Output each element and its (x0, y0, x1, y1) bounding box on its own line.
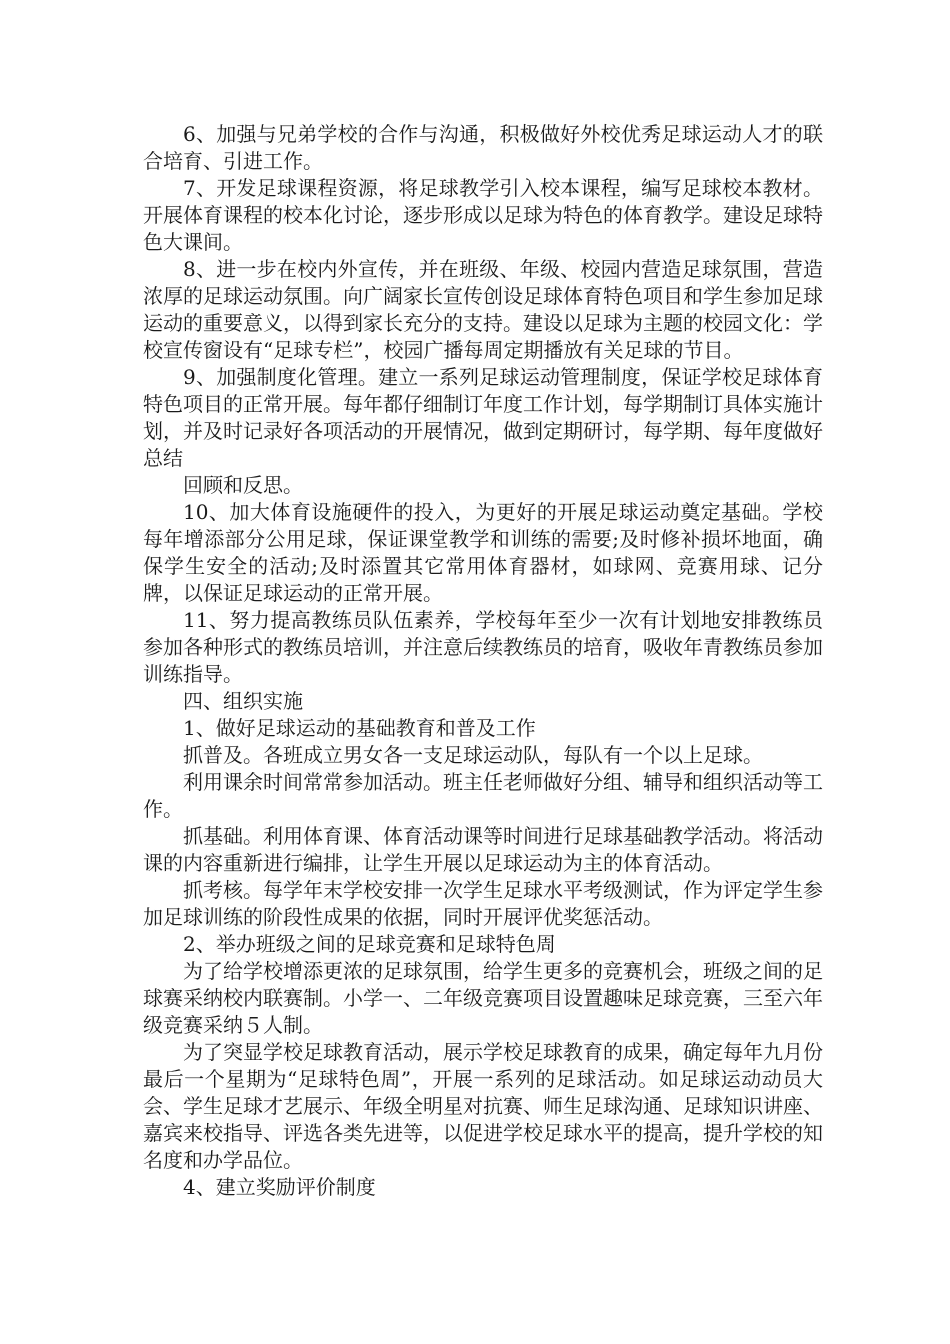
paragraph-item-6: 6、加强与兄弟学校的合作与沟通，积极做好外校优秀足球运动人才的联合培育、引进工作。 (143, 122, 823, 173)
subheading-basic-education: 1、做好足球运动的基础教育和普及工作 (183, 716, 536, 740)
paragraph-league: 为了给学校增添更浓的足球氛围，给学生更多的竞赛机会，班级之间的足球赛采纳校内联赛制。小学一、二年级竞赛项目设置趣味足球竞赛，三至六年级竞赛采纳５人制。 (143, 959, 823, 1037)
paragraph-spare-time: 利用课余时间常常参加活动。班主任老师做好分组、辅导和组织活动等工作。 (143, 770, 823, 821)
paragraph-assessment: 抓考核。每学年末学校安排一次学生足球水平考级测试，作为评定学生参加足球训练的阶段性成果的依据，同时开展评优奖惩活动。 (143, 878, 823, 929)
paragraph-item-11: 11、努力提高教练员队伍素养，学校每年至少一次有计划地安排教练员参加各种形式的教练员培训，并注意后续教练员的培育，吸收年青教练员参加训练指导。 (143, 608, 823, 686)
subheading-rewards: 4、建立奖励评价制度 (183, 1175, 376, 1199)
paragraph-item-9: 9、加强制度化管理。建立一系列足球运动管理制度，保证学校足球体育特色项目的正常开展。每年都仔细制订年度工作计划，每学期制订具体实施计划，并及时记录好各项活动的开展情况，做到定期研讨，每学期、每年度做好总结 (143, 365, 823, 470)
paragraph-popularization: 抓普及。各班成立男女各一支足球运动队，每队有一个以上足球。 (183, 743, 763, 767)
document-body (143, 121, 823, 1201)
subheading-competitions: 2、举办班级之间的足球竞赛和足球特色周 (183, 932, 556, 956)
paragraph-fundamentals: 抓基础。利用体育课、体育活动课等时间进行足球基础教学活动。将活动课的内容重新进行编排，让学生开展以足球运动为主的体育活动。 (143, 824, 823, 875)
paragraph-feature-week: 为了突显学校足球教育活动，展示学校足球教育的成果，确定每年九月份最后一个星期为“足球特色周”，开展一系列的足球活动。如足球运动动员大会、学生足球才艺展示、年级全明星对抗赛、师生足球沟通、足球知识讲座、嘉宾来校指导、评选各类先进等，以促进学校足球水平的提高，提升学校的知名度和办学品位。 (143, 1040, 823, 1172)
paragraph-continuation: 回顾和反思。 (183, 473, 303, 497)
paragraph-item-8: 8、进一步在校内外宣传，并在班级、年级、校园内营造足球氛围，营造浓厚的足球运动氛围。向广阔家长宣传创设足球体育特色项目和学生参加足球运动的重要意义，以得到家长充分的支持。建设以足球为主题的校园文化：学校宣传窗设有“足球专栏”，校园广播每周定期播放有关足球的节目。 (143, 257, 823, 362)
section-heading-organization: 四、组织实施 (183, 689, 303, 713)
paragraph-item-7: 7、开发足球课程资源，将足球教学引入校本课程，编写足球校本教材。开展体育课程的校本化讨论，逐步形成以足球为特色的体育教学。建设足球特色大课间。 (143, 176, 823, 254)
paragraph-item-10: 10、加大体育设施硬件的投入，为更好的开展足球运动奠定基础。学校每年增添部分公用足球，保证课堂教学和训练的需要;及时修补损坏地面，确保学生安全的活动;及时添置其它常用体育器材，如球网、竞赛用球、记分牌，以保证足球运动的正常开展。 (143, 500, 823, 605)
